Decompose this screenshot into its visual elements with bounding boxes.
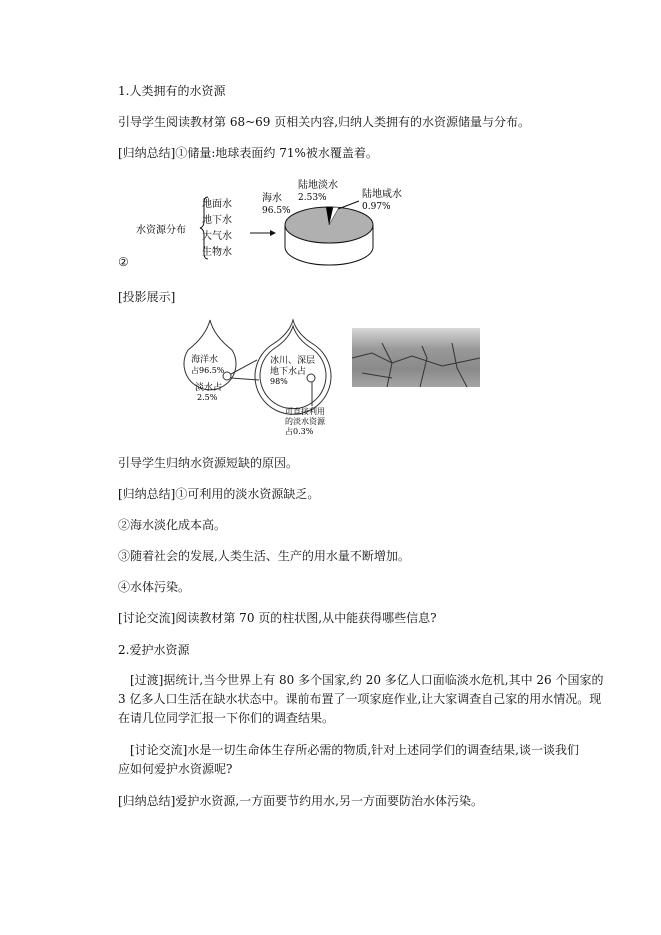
ocean-label: 海洋水 xyxy=(191,355,219,365)
paragraph: 引导学生阅读教材第 68~69 页相关内容,归纳人类拥有的水资源储量与分布。 xyxy=(118,115,531,129)
section-heading-1: 1.人类拥有的水资源 xyxy=(118,84,226,98)
cracked-earth-photo xyxy=(352,328,480,387)
sea-pct: 96.5% xyxy=(262,206,291,216)
sea-label: 海水 xyxy=(262,193,282,204)
paragraph: 引导学生归纳水资源短缺的原因。 xyxy=(118,456,299,470)
usable-label: 的淡水资源 xyxy=(285,417,325,426)
paragraph: [过渡]据统计,当今世界上有 80 多个国家,约 20 多亿人口面临淡水危机,其中 26 个国家的 xyxy=(130,673,604,687)
usable-pct: 占0.3% xyxy=(285,427,314,436)
paragraph: [归纳总结]爱护水资源,一方面要节约用水,另一方面要防治水体污染。 xyxy=(118,794,483,808)
section-heading-2: 2.爱护水资源 xyxy=(118,643,190,657)
paragraph: [投影展示] xyxy=(118,290,176,304)
paragraph: ④水体污染。 xyxy=(118,580,191,594)
fresh-label: 陆地淡水 xyxy=(298,180,338,191)
fresh-label: 淡水占 xyxy=(195,383,223,393)
branch: 大气水 xyxy=(202,231,232,242)
paragraph: [归纳总结]①可利用的淡水资源缺乏。 xyxy=(118,487,320,501)
paragraph: ② xyxy=(118,255,129,269)
paragraph: [归纳总结]①储量:地球表面约 71%被水覆盖着。 xyxy=(118,146,378,160)
glacier-pct: 98% xyxy=(270,377,288,386)
branch: 地面水 xyxy=(202,199,232,210)
ocean-pct: 占96.5% xyxy=(191,366,225,375)
paragraph: 应如何爱护水资源呢? xyxy=(118,762,233,776)
paragraph: ②海水淡化成本高。 xyxy=(118,518,227,532)
glacier-label: 冰川、深层 xyxy=(270,356,316,366)
paragraph: [讨论交流]水是一切生命体生存所必需的物质,针对上述同学们的调查结果,谈一谈我们 xyxy=(130,743,579,757)
branch: 地下水 xyxy=(202,215,232,226)
fresh-pct: 2.5% xyxy=(197,393,218,402)
paragraph: 3 亿多人口生活在缺水状态中。课前布置了一项家庭作业,让大家调查自己家的用水情况。现 xyxy=(118,692,602,706)
salt-pct: 0.97% xyxy=(362,202,391,212)
usable-label: 可直接利用 xyxy=(285,407,325,416)
branch: 生物水 xyxy=(202,247,232,258)
paragraph: ③随着社会的发展,人类生活、生产的用水量不断增加。 xyxy=(118,549,410,563)
paragraph: 在请几位同学汇报一下你们的调查结果。 xyxy=(118,711,335,725)
paragraph: [讨论交流]阅读教材第 70 页的柱状图,从中能获得哪些信息? xyxy=(118,611,437,625)
fresh-pct: 2.53% xyxy=(298,193,327,203)
glacier-label: 地下水占 xyxy=(270,367,307,377)
salt-label: 陆地咸水 xyxy=(362,189,402,200)
root-label: 水资源分布 xyxy=(136,225,186,236)
